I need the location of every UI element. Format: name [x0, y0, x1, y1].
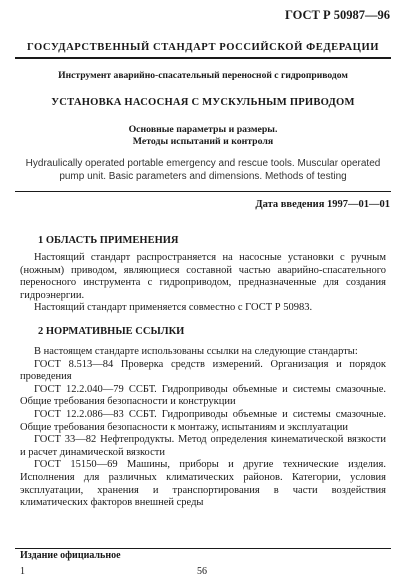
english-title-2: pump unit. Basic parameters and dimensions. Methods of testing: [59, 171, 347, 182]
main-title: УСТАНОВКА НАСОСНАЯ С МУСКУЛЬНЫМ ПРИВОДОМ: [51, 97, 355, 108]
subject-line: Инструмент аварийно-спасательный переносной с гидроприводом: [58, 70, 348, 81]
section-2-body: [20, 346, 386, 510]
sheet-number: 1: [20, 566, 25, 577]
footer-rule: [15, 548, 391, 549]
section-1-paragraph-2: Настоящий стандарт применяется совместно с ГОСТ Р 50983.: [34, 302, 313, 314]
reference-item: ГОСТ 8.513—84 Проверка средств измерений. Организация и порядок проведения: [20, 358, 386, 383]
section-1-body: [20, 252, 386, 315]
subtitle-2: Методы испытаний и контроля: [132, 136, 274, 147]
section-1-heading: 1 ОБЛАСТЬ ПРИМЕНЕНИЯ: [38, 235, 179, 246]
date-rule: [15, 191, 391, 192]
reference-item: ГОСТ 12.2.040—79 ССБТ. Гидроприводы объемные и системы смазочные. Общие требования безопасности и конструкции: [20, 383, 386, 408]
section-1-paragraph-1: Настоящий стандарт распространяется на насосные установки с ручным (ножным) приводом, являющиеся составной частью аварийно-спасательного переносного инструмента с гидроприводом, предназначенные для создания гидроэнергии.: [20, 252, 386, 301]
edition-label: Издание официальное: [20, 550, 121, 561]
page-number: 56: [197, 566, 207, 577]
standard-code: ГОСТ Р 50987—96: [284, 8, 390, 22]
org-title: ГОСУДАРСТВЕННЫЙ СТАНДАРТ РОССИЙСКОЙ ФЕДЕРАЦИИ: [26, 42, 380, 53]
title-rule: [15, 57, 391, 59]
references-intro: В настоящем стандарте использованы ссылки на следующие стандарты:: [34, 346, 358, 357]
reference-item: ГОСТ 33—82 Нефтепродукты. Метод определения кинематической вязкости и расчет динамической вязкости: [20, 434, 386, 458]
section-2-heading: 2 НОРМАТИВНЫЕ ССЫЛКИ: [38, 326, 185, 337]
reference-item: ГОСТ 12.2.086—83 ССБТ. Гидроприводы объемные и системы смазочные. Общие требования безопасности к монтажу, испытаниям и эксплуатации: [20, 408, 386, 433]
date-of-introduction: Дата введения 1997—01—01: [255, 199, 390, 210]
subtitle-1: Основные параметры и размеры.: [128, 124, 278, 135]
reference-item: ГОСТ 15150—69 Машины, приборы и другие технические изделия. Исполнения для различных климатических районов. Категории, условия эксплуатации, хранения и транспортирования в части воздействия климатических факторов внешней среды: [20, 459, 386, 509]
english-title-1: Hydraulically operated portable emergency and rescue tools. Muscular operated: [25, 158, 381, 169]
